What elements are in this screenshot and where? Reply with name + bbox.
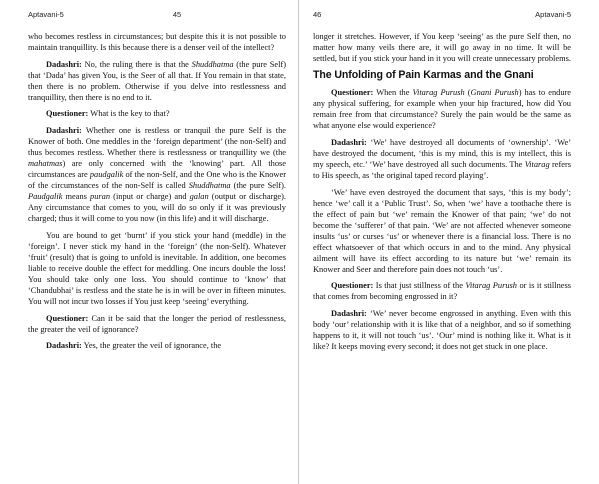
italic-term: galan — [189, 192, 209, 202]
text-run: ‘We’ never become engrossed in anything. Even with this body ‘our’ relationship with it is like that of a neighbor, and so if something happens to it, it will not touch ‘us’. ‘Our’ mind is nothing like it. What is it like? It keeps moving every second; it does not get stuck in one place. — [313, 309, 571, 352]
right-page-header — [313, 10, 571, 22]
italic-term: paudgalik — [89, 170, 124, 180]
right-header-title: Aptavani-5 — [535, 10, 571, 19]
text-run: What is the key to that? — [88, 109, 170, 119]
text-run: of the non-Self, and the One who is the Knower of the circumstances of the non-Self is called — [28, 170, 286, 191]
text-run: Is that just stillness of the — [373, 281, 466, 291]
italic-term: Shuddhatma — [191, 59, 234, 69]
paragraph — [28, 313, 286, 335]
text-run: (input or charge) and — [110, 192, 190, 202]
paragraph — [28, 125, 286, 224]
paragraph — [313, 87, 571, 131]
italic-term: Vitarag — [524, 159, 550, 169]
speaker-label: Dadashri: — [46, 125, 82, 135]
left-page — [0, 0, 299, 484]
italic-term: Paudgalik — [28, 192, 63, 202]
paragraph: You are bound to get ‘burnt’ if you stick your hand (meddle) in the ‘foreign’. I never stick my hand in the ‘foreign’ (the non-Self). Whatever ‘fruit’ (result) that is going to unfold is inevitable. In addition, one becomes liable to receive double the effect for meddling. One incurs double the loss! You should take only one loss. You should continue to ‘know’ that ‘Chandubhai’ is restless and the state he is in will be over in fifteen minutes. You will not incur two losses if You just keep ‘seeing’ everything. — [28, 230, 286, 307]
section-heading: The Unfolding of Pain Karmas and the Gnani — [313, 69, 534, 82]
italic-term: Vitarag Purush — [465, 281, 517, 291]
text-run: (the pure Self) that ‘Dada’ has given You, is the Seer of all that. If You remain in that state, then there is no problem. Otherwise if you delve into restlessness and tranquillity, then there is no end to it. — [28, 59, 286, 102]
left-page-number: 45 — [172, 10, 182, 19]
text-run: No, the ruling there is that the — [81, 59, 192, 69]
speaker-label: Questioner: — [331, 281, 374, 291]
text-run: ) are only concerned with the ‘knowing’ part. All those circumstances are — [28, 158, 286, 180]
left-page-header — [28, 10, 286, 22]
italic-term: puran — [90, 192, 111, 202]
paragraph — [313, 137, 571, 181]
left-header-title: Aptavani-5 — [28, 10, 64, 19]
speaker-label: Questioner: — [331, 88, 374, 98]
speaker-label: Questioner: — [46, 313, 89, 323]
text-run: or is it stillness that comes from becoming engrossed in it? — [313, 281, 571, 302]
paragraph — [313, 308, 571, 352]
text-run: When the — [373, 88, 413, 98]
speaker-label: Dadashri: — [46, 59, 82, 69]
text-run: (output or discharge). Any circumstance that comes to you, will do so only if it was previously charged; thus it will come to you now (in this life) and it will discharge. — [28, 192, 286, 224]
text-run: means — [62, 192, 91, 202]
italic-term: Gnani Purush — [470, 88, 519, 98]
text-run: (the pure Self). — [230, 181, 286, 191]
left-page-body — [28, 31, 286, 351]
speaker-label: Dadashri: — [331, 137, 367, 147]
right-page-body — [313, 31, 571, 352]
text-run: ( — [464, 88, 471, 98]
text-run: Whether one is restless or tranquil the pure Self is the Knower of both. One meddles in the ‘foreign department’ (the non-Self) and thus becomes restless. Whether there is restlessness or tranquillity we (the — [28, 125, 286, 157]
text-run: Can it be said that the longer the period of restlessness, the greater the veil of ignorance? — [28, 313, 286, 334]
paragraph — [313, 280, 571, 302]
paragraph: who becomes restless in circumstances; but despite this it is not possible to maintain tranquillity. Is this because there is a denser veil of the intellect? — [28, 32, 286, 53]
italic-term: Shuddhatma — [188, 181, 231, 191]
right-page-number: 46 — [313, 10, 322, 19]
paragraph — [28, 108, 286, 119]
speaker-label: Dadashri: — [331, 309, 367, 319]
text-run: Yes, the greater the veil of ignorance, the — [81, 341, 222, 351]
italic-term: mahatmas — [28, 158, 63, 168]
speaker-label: Dadashri: — [46, 341, 82, 351]
paragraph — [28, 340, 286, 351]
paragraph: ‘We’ have even destroyed the document that says, ‘this is my body’; hence ‘we’ call it a ‘Public Trust’. So, when ‘we’ have a toothache there is the effect of pain but ‘we’ remain the Knower of that pain; ‘we’ do not become the ‘sufferer’ of that pain. ‘We’ are not affected whenever someone insults ‘us’ or curses ‘us’ or whenever there is a financial loss. There is no effect whatsoever of that which occurs in and to the mind. Any physical ailment will have its effect according to its nature but ‘we’ remain its Knower and Seer and therefore pain does not touch ‘us’. — [313, 187, 571, 274]
text-run: ‘We’ have destroyed all documents of ‘ownership’. ‘We’ have destroyed the document, ‘this is my mind, this is my intellect, this is my speech, etc.’ ‘We’ have destroyed all such documents. The — [313, 137, 571, 169]
right-page — [300, 0, 599, 484]
paragraph — [28, 59, 286, 103]
text-run: refers to His speech, as ‘the original taped record playing’. — [313, 159, 571, 181]
italic-term: Vitarag Purush — [412, 88, 465, 98]
paragraph: longer it stretches. However, if You keep ‘seeing’ as the pure Self then, no matter how many veils there are, it will go away in no time. It will be settled, but if you stick your hand in it you will create unnecessary problems. — [313, 32, 571, 64]
speaker-label: Questioner: — [46, 109, 89, 119]
text-run: ) has to endure any physical suffering, for example when your hip fractured, how did You remain free from that circumstance? Surely the pain would be the same as what anyone else would experience? — [313, 88, 572, 131]
